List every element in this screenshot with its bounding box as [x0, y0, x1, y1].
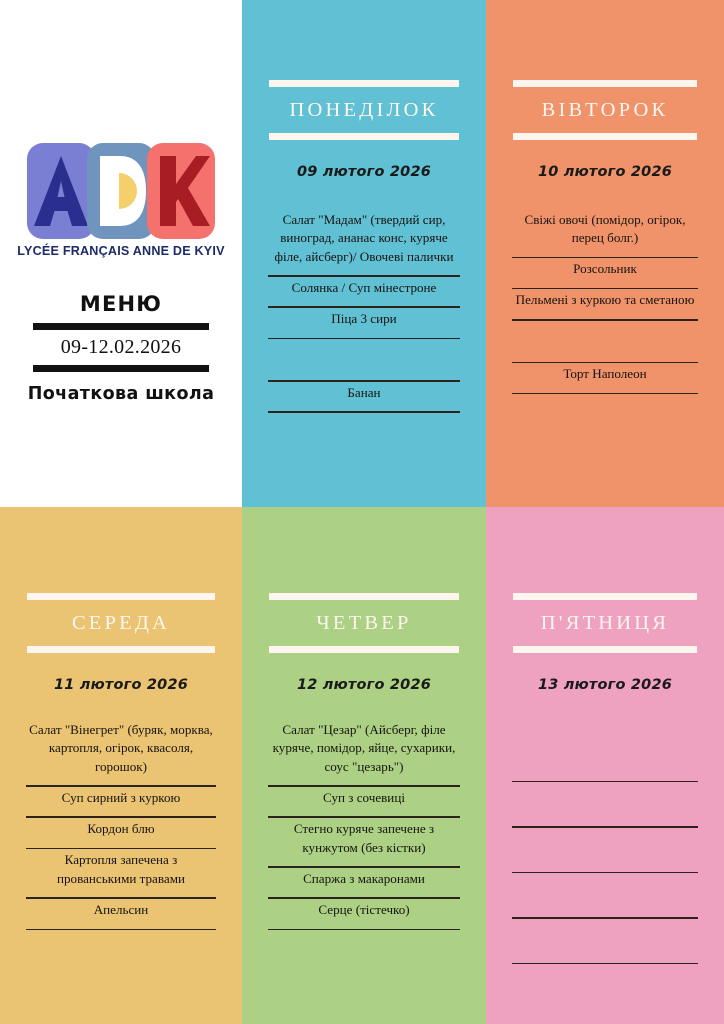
day-header-wednesday	[27, 593, 215, 653]
day-header-bar-bottom	[27, 646, 215, 653]
dish-row	[512, 919, 698, 965]
day-panel-tuesday	[486, 0, 724, 507]
dish-separator	[512, 963, 698, 965]
dish-row	[26, 818, 216, 849]
dish-list-tuesday	[512, 209, 698, 395]
logo-tile-a	[27, 143, 95, 239]
dish-text: Солянка / Суп мінестроне	[291, 279, 437, 295]
school-level: Початкова школа	[27, 384, 215, 405]
branding-panel	[0, 0, 242, 507]
dish-text: Апельсин	[93, 901, 149, 917]
school-subtitle: LYCÉE FRANÇAIS ANNE DE KYIV	[17, 244, 225, 258]
day-header-bar-top	[513, 80, 697, 87]
dish-list-monday	[268, 209, 460, 413]
title-rule-top	[33, 323, 209, 330]
dish-text: Серце (тістечко)	[318, 901, 410, 917]
dish-row	[26, 899, 216, 930]
dish-row	[512, 828, 698, 874]
dish-row	[268, 277, 460, 308]
dish-text: Салат "Мадам" (твердий сир, виноград, ананас конс, куряче філе, айсберг)/ Овочеві палички	[274, 211, 454, 264]
dish-list-wednesday	[26, 719, 216, 931]
day-date-thursday: 12 лютого 2026	[296, 676, 432, 693]
dish-row	[512, 258, 698, 289]
dish-row	[512, 209, 698, 259]
dish-row	[268, 339, 460, 382]
menu-title-block	[27, 292, 215, 405]
dish-text: Кордон блю	[87, 821, 155, 836]
menu-date-range: 09-12.02.2026	[60, 336, 182, 359]
day-name-friday: П'ЯТНИЦЯ	[540, 612, 670, 634]
day-header-bar-top	[269, 593, 459, 600]
day-panel-friday	[486, 507, 724, 1024]
day-header-bar-bottom	[269, 646, 459, 653]
dish-text: Свіжі овочі (помідор, огірок, перец болг.)	[524, 211, 686, 246]
day-header-bar-bottom	[269, 133, 459, 140]
dish-text: Салат "Вінегрет" (буряк, морква, картопля, огірок, квасоля, горошок)	[29, 721, 213, 774]
dish-list-friday	[512, 737, 698, 965]
day-name-tuesday: ВІВТОРОК	[541, 99, 669, 121]
dish-row	[26, 849, 216, 899]
school-logo	[17, 143, 224, 258]
day-header-bar-top	[513, 593, 697, 600]
day-header-bar-bottom	[513, 646, 697, 653]
day-panel-monday	[242, 0, 486, 507]
day-header-tuesday	[513, 80, 697, 140]
dish-text: Розсольник	[573, 261, 637, 277]
dish-separator	[512, 393, 698, 395]
day-panel-wednesday	[0, 507, 242, 1024]
dish-separator	[268, 929, 460, 931]
title-rule-bottom	[33, 365, 209, 372]
dish-text: Пельмені з куркою та сметаною	[515, 292, 695, 308]
dish-row	[268, 818, 460, 868]
letter-d-glyph	[92, 152, 150, 230]
day-panel-thursday	[242, 507, 486, 1024]
dish-list-thursday	[268, 719, 460, 931]
day-date-friday: 13 лютого 2026	[537, 676, 673, 693]
dish-row	[512, 289, 698, 320]
dish-text: Картопля запечена з прованськими травами	[56, 852, 185, 886]
dish-row	[512, 873, 698, 919]
dish-separator	[268, 411, 460, 413]
dish-text: Спаржа з макаронами	[303, 870, 425, 886]
day-name-thursday: ЧЕТВЕР	[316, 612, 412, 634]
dish-text: Салат "Цезар" (Айсберг, філе куряче, помідор, яйце, сухарики, соус "цезарь")	[272, 721, 456, 774]
dish-row	[268, 868, 460, 899]
day-date-tuesday: 10 лютого 2026	[537, 163, 673, 180]
day-header-monday	[269, 80, 459, 140]
day-header-bar-top	[269, 80, 459, 87]
dish-row	[26, 719, 216, 787]
dish-row	[268, 308, 460, 339]
dish-row	[512, 737, 698, 783]
letter-k-glyph	[152, 152, 210, 230]
dish-row	[268, 899, 460, 930]
dish-row	[512, 321, 698, 364]
page-title: МЕНЮ	[79, 292, 163, 316]
day-header-bar-top	[27, 593, 215, 600]
dish-row	[26, 787, 216, 818]
day-date-wednesday: 11 лютого 2026	[53, 676, 189, 693]
day-name-monday: ПОНЕДІЛОК	[289, 99, 439, 121]
day-name-wednesday: СЕРЕДА	[71, 612, 171, 634]
letter-a-glyph	[31, 152, 91, 230]
dish-text: Стегно куряче запечене з кунжутом (без кістки)	[293, 821, 435, 855]
day-header-thursday	[269, 593, 459, 653]
logo-tiles	[27, 143, 215, 239]
day-header-bar-bottom	[513, 133, 697, 140]
dish-text: Піца 3 сири	[331, 311, 397, 326]
logo-tile-k	[147, 143, 215, 239]
dish-text: Банан	[347, 384, 381, 400]
dish-text: Суп сирний з куркою	[61, 789, 181, 805]
dish-row	[512, 363, 698, 394]
day-date-monday: 09 лютого 2026	[296, 163, 432, 180]
dish-row	[512, 782, 698, 828]
day-header-friday	[513, 593, 697, 653]
dish-row	[268, 209, 460, 277]
dish-row	[268, 787, 460, 818]
dish-row	[268, 719, 460, 787]
logo-tile-d	[87, 143, 155, 239]
dish-row	[268, 382, 460, 413]
dish-separator	[26, 929, 216, 931]
dish-text: Суп з сочевиці	[323, 789, 405, 805]
dish-text: Торт Наполеон	[563, 366, 647, 382]
